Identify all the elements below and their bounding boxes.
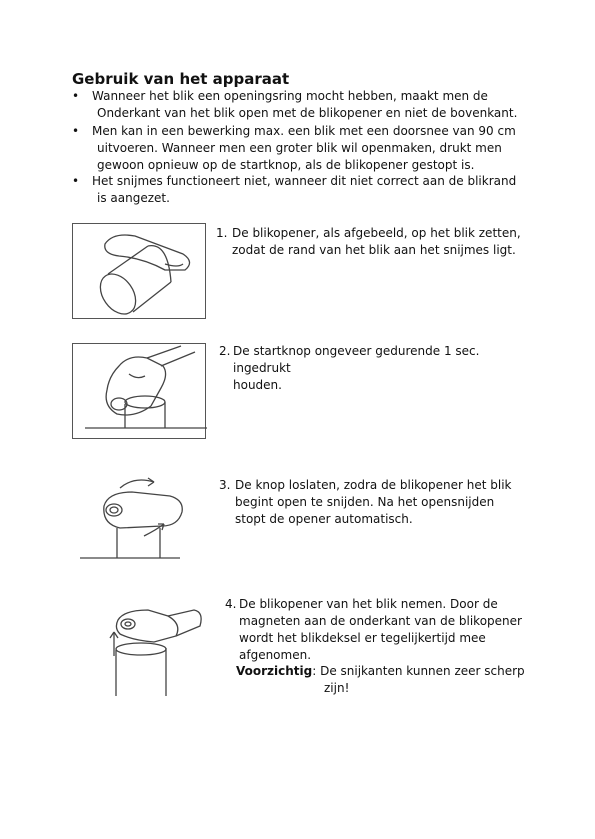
- step-number: 3.: [219, 478, 231, 492]
- step-line: De blikopener, als afgebeeld, op het blik zetten,: [232, 226, 521, 240]
- figure-release-button: [72, 470, 212, 566]
- page-title: Gebruik van het apparaat: [72, 70, 290, 88]
- bullet-line: uitvoeren. Wanneer men een groter blik wil openmaken, drukt men: [97, 141, 502, 155]
- step-line: stopt de opener automatisch.: [235, 512, 413, 526]
- bullet-symbol: •: [72, 89, 80, 103]
- step-number: 2.: [219, 344, 231, 358]
- bullet-line: Wanneer het blik een openingsring mocht hebben, maakt men de: [92, 89, 488, 103]
- can-opener-lifting-illustration: [72, 596, 212, 696]
- figure-can-opener-placement: [72, 223, 206, 319]
- warning-label: Voorzichtig: [236, 664, 313, 678]
- bullet-line: gewoon opnieuw op de startknop, als de blikopener gestopt is.: [97, 158, 475, 172]
- figure-remove-opener: [72, 596, 212, 696]
- step-line: De startknop ongeveer gedurende 1 sec. ingedrukt: [233, 344, 480, 375]
- warning-note: [236, 663, 536, 697]
- can-opener-on-can-illustration: [73, 224, 207, 320]
- step-number: 1.: [216, 226, 228, 240]
- figure-press-start-button: [72, 343, 206, 439]
- step-line: De blikopener van het blik nemen. Door de: [239, 597, 498, 611]
- can-opener-cutting-illustration: [72, 470, 212, 566]
- bullet-symbol: •: [72, 124, 80, 138]
- step-line: afgenomen.: [239, 648, 312, 662]
- bullet-symbol: •: [72, 174, 80, 188]
- bullet-line: Men kan in een bewerking max. een blik met een doorsnee van 90 cm: [92, 124, 516, 138]
- bullet-line: Het snijmes functioneert niet, wanneer dit niet correct aan de blikrand: [92, 174, 517, 188]
- warning-text: : De snijkanten kunnen zeer scherp: [312, 664, 525, 678]
- step-line: wordt het blikdeksel er tegelijkertijd mee: [239, 631, 486, 645]
- warning-text: zijn!: [324, 681, 350, 695]
- step-line: De knop loslaten, zodra de blikopener het blik: [235, 478, 512, 492]
- step-number: 4.: [225, 597, 237, 611]
- step-line: begint open te snijden. Na het opensnijden: [235, 495, 495, 509]
- step-line: zodat de rand van het blik aan het snijmes ligt.: [232, 243, 516, 257]
- hand-pressing-button-illustration: [73, 344, 207, 440]
- step-line: magneten aan de onderkant van de blikopener: [239, 614, 522, 628]
- bullet-line: is aangezet.: [97, 191, 170, 205]
- bullet-line: Onderkant van het blik open met de blikopener en niet de bovenkant.: [97, 106, 518, 120]
- step-line: houden.: [233, 378, 282, 392]
